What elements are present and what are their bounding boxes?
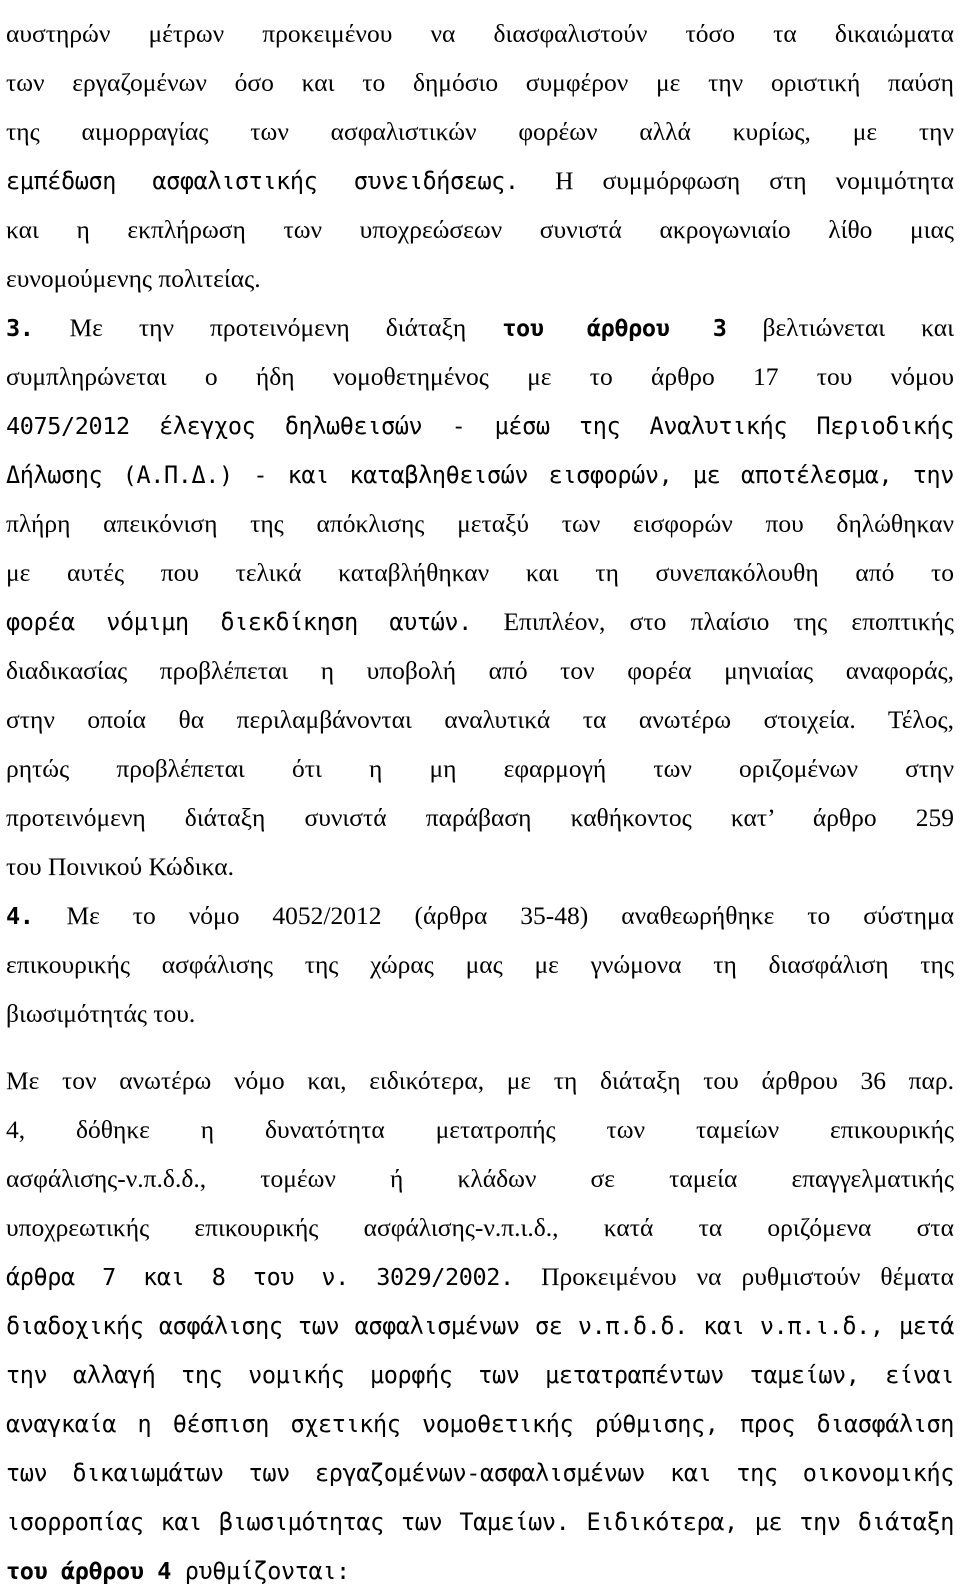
text-line [6, 1110, 954, 1150]
text-segment: άρθρα 7 και 8 του ν. 3029/2002. [6, 1263, 542, 1291]
text-segment: Με τον ανωτέρω νόμο και, ειδικότερα, με τη διάταξη του άρθρου 36 παρ. [6, 1066, 954, 1095]
text-line [6, 259, 954, 299]
text-segment: Ειδικότερα, με την διάταξη [586, 1508, 954, 1536]
text-line [6, 1453, 954, 1493]
text-segment: του Ποινικού Κώδικα. [6, 852, 234, 881]
text-line [6, 847, 954, 887]
text-segment: Η συμμόρφωση στη νομιμότητα [555, 166, 954, 195]
bold-text-segment: 4. [6, 902, 34, 930]
text-segment: επικουρικής ασφάλισης της χώρας μας με γνώμονα τη διασφάλιση της [6, 950, 954, 979]
text-segment: υποχρεωτικής επικουρικής ασφάλισης-ν.π.ι.δ., κατά τα οριζόμενα στα [6, 1213, 954, 1242]
text-segment: της αιμορραγίας των ασφαλιστικών φορέων αλλά κυρίως, με την [6, 117, 954, 146]
text-line [6, 945, 954, 985]
text-line [6, 1208, 954, 1248]
text-segment: προτεινόμενη διάταξη συνιστά παράβαση καθήκοντος κατ’ άρθρο 259 [6, 803, 954, 832]
text-segment: 4075/2012 έλεγχος δηλωθεισών - μέσω της Αναλυτικής Περιοδικής [6, 412, 954, 440]
text-line [6, 651, 954, 691]
text-segment: Επιπλέον, στο πλαίσιο της εποπτικής [503, 607, 954, 636]
text-segment: ασφάλισης-ν.π.δ.δ., τομέων ή κλάδων σε ταμεία επαγγελματικής [6, 1164, 954, 1193]
text-line [6, 63, 954, 103]
text-segment: Με το νόμο 4052/2012 (άρθρα 35-48) αναθεωρήθηκε το σύστημα [33, 901, 954, 930]
text-segment: συμπληρώνεται ο ήδη νομοθετημένος με το άρθρο 17 του νόμου [6, 362, 954, 391]
text-segment: διαδοχικής ασφάλισης των ασφαλισμένων σε ν.π.δ.δ. και ν.π.ι.δ., μετά [6, 1312, 954, 1340]
text-line [6, 14, 954, 54]
text-line [6, 1159, 954, 1199]
text-line [6, 161, 954, 201]
text-segment: βιωσιμότητάς του. [6, 999, 196, 1028]
text-segment: με αυτές που τελικά καταβλήθηκαν και τη συνεπακόλουθη από το [6, 558, 954, 587]
text-segment: Προκειμένου να ρυθμιστούν θέματα [541, 1262, 954, 1291]
text-segment: ισορροπίας και βιωσιμότητας των Ταμείων. [6, 1508, 587, 1536]
text-segment: Τέλος, [887, 705, 954, 734]
text-line [6, 1355, 954, 1395]
text-line [6, 1257, 954, 1297]
text-line [6, 1306, 954, 1346]
bold-text-segment: του άρθρου 3 [502, 314, 727, 342]
text-segment: βελτιώνεται και [726, 313, 954, 342]
text-segment: φορέα νόμιμη διεκδίκηση αυτών. [6, 608, 504, 636]
text-segment: διαδικασίας προβλέπεται η υποβολή από τον φορέα μηνιαίας αναφοράς, [6, 656, 954, 685]
text-segment: Με την προτεινόμενη διάταξη [33, 313, 503, 342]
text-line [6, 308, 954, 348]
text-line [6, 553, 954, 593]
text-segment: ρυθμίζονται: [170, 1557, 350, 1585]
text-line [6, 112, 954, 152]
text-line [6, 1404, 954, 1444]
text-line [6, 700, 954, 740]
text-segment: Δ.) - και καταβληθεισών εισφορών, με αποτέλεσμα, την [191, 461, 954, 489]
text-segment: 4, δόθηκε η δυνατότητα μετατροπής των ταμείων επικουρικής [6, 1115, 954, 1144]
text-segment: αναγκαία η θέσπιση σχετικής νομοθετικής ρύθμισης, προς διασφάλιση [6, 1410, 954, 1438]
text-segment: των εργαζομένων όσο και το δημόσιο συμφέρον με την οριστική παύση [6, 68, 954, 97]
text-line [6, 210, 954, 250]
text-segment: και η εκπλήρωση των υποχρεώσεων συνιστά ακρογωνιαίο λίθο μιας [6, 215, 954, 244]
text-line [6, 1551, 954, 1591]
text-segment: ευνομούμενης πολιτείας. [6, 264, 261, 293]
text-line [6, 455, 954, 495]
text-segment: στην οποία θα περιλαμβάνονται αναλυτικά τα ανωτέρω στοιχεία. [6, 705, 888, 734]
text-segment: πλήρη απεικόνιση της απόκλισης μεταξύ των εισφορών που δηλώθηκαν [6, 509, 954, 538]
text-segment: εμπέδωση ασφαλιστικής συνειδήσεως. [6, 167, 556, 195]
text-line [6, 994, 954, 1034]
text-line [6, 504, 954, 544]
text-line [6, 896, 954, 936]
text-line [6, 1502, 954, 1542]
bold-text-segment: 3. [6, 314, 34, 342]
text-line [6, 357, 954, 397]
text-segment: Δήλωσης (Α.Π. [6, 461, 192, 489]
text-line [6, 602, 954, 642]
text-line [6, 1061, 954, 1101]
text-segment: ρητώς προβλέπεται ότι η μη εφαρμογή των οριζομένων στην [6, 754, 954, 783]
bold-text-segment: του άρθρου 4 [6, 1557, 171, 1585]
text-line [6, 406, 954, 446]
text-segment: των δικαιωμάτων των εργαζομένων-ασφαλισμένων και της οικονομικής [6, 1459, 954, 1487]
text-line [6, 749, 954, 789]
text-segment: την αλλαγή της νομικής μορφής των μετατραπέντων ταμείων, είναι [6, 1361, 954, 1389]
text-line [6, 798, 954, 838]
text-segment: αυστηρών μέτρων προκειμένου να διασφαλιστούν τόσο τα δικαιώματα [6, 19, 954, 48]
